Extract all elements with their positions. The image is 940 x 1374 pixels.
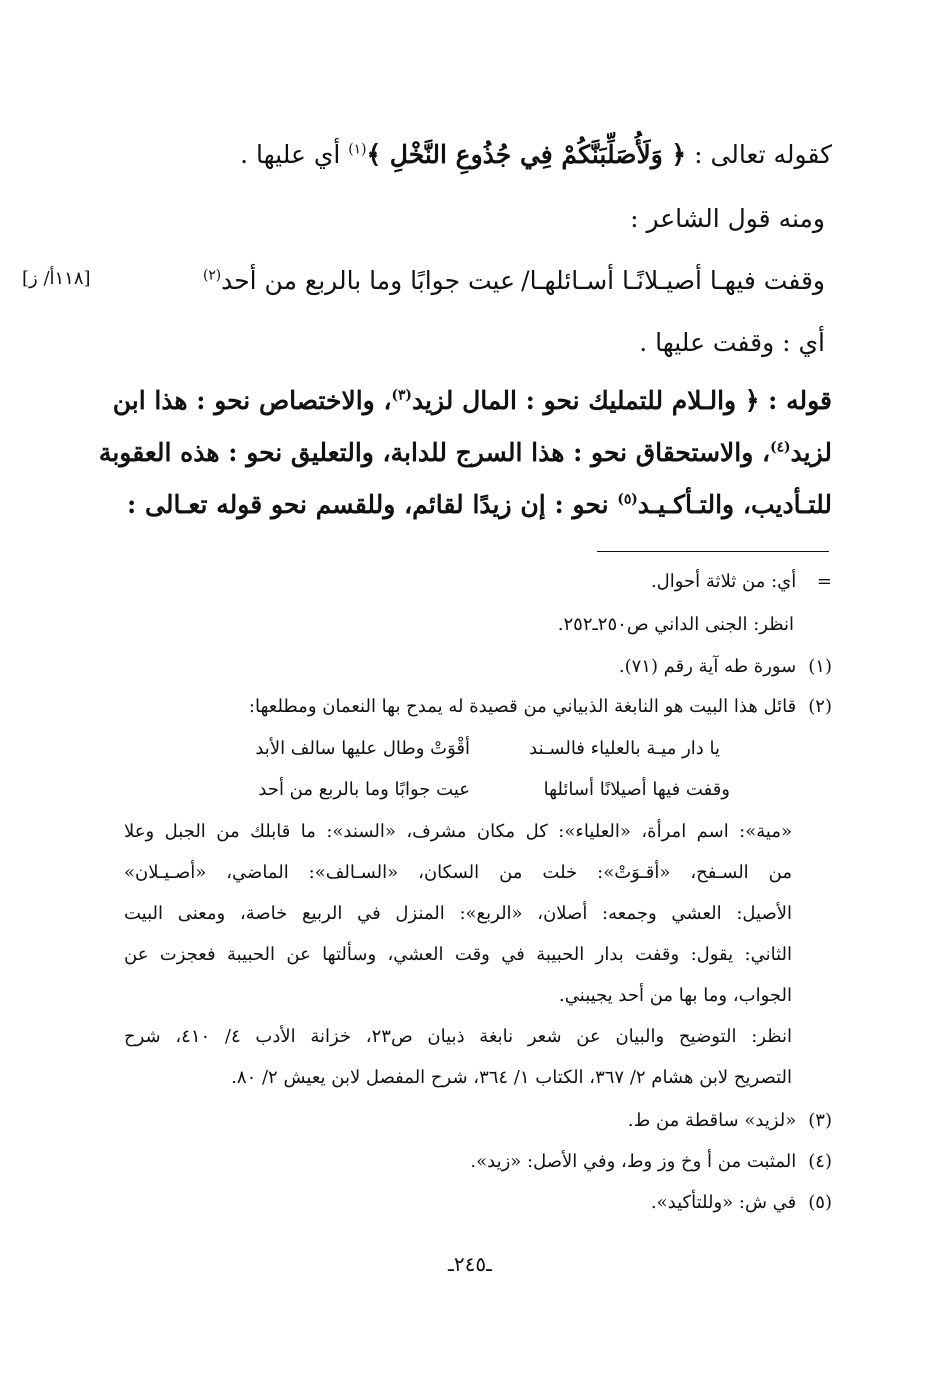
- footnote-1: (١) سورة طه آية رقم (٧١).: [618, 656, 832, 677]
- footnote-2-gloss-2: من السـفح، «أقـوَتْ»: خلت من السكان، «السـالف»: الماضي، «أصـيـلان»: [124, 862, 792, 883]
- main-line-1: [240, 140, 832, 169]
- verse-second-hemistich: عيت جوابًا وما بالربع من أحد$^{(٢)}$: [202, 266, 515, 295]
- footnote-2-gloss-1: «مية»: اسم امرأة، «العلياء»: كل مكان مشرف، «السند»: ما قابلك من الجبل وعلا: [124, 821, 792, 842]
- footnote-number: (٣): [808, 1110, 832, 1131]
- page-number: ـ٢٤٥ـ: [448, 1252, 492, 1276]
- footnote-number: (٤): [808, 1151, 832, 1172]
- footnote-continuation-source: انظر: الجنى الداني ص٢٥٠ـ٢٥٢.: [557, 614, 794, 635]
- footnote-ref-4: (٤): [770, 439, 791, 456]
- footnote-ref-1: (١): [348, 141, 367, 158]
- quran-verse: ﴿ وَلَأُصَلِّبَنَّكُمْ فِي جُذُوعِ النَّخْلِ ﴾: [366, 140, 687, 169]
- main-line-7: للتـأديب، والتـأكـيـد$^{(٥)}$ نحو : إن زيدًا لقائم، وللقسم نحو قوله تعـالى :: [127, 490, 832, 519]
- footnote-4: (٤) المثبت من أ وخ وز وط، وفي الأصل: «زيد».: [470, 1151, 832, 1172]
- poem-line-2-second: عيت جوابًا وما بالربع من أحد: [258, 779, 470, 800]
- poem-line-1-first: يا دار ميـة بالعلياء فالسـند: [529, 738, 720, 759]
- poem-line-1-second: أقْوَتْ وطال عليها سالف الأبد: [255, 738, 470, 759]
- footnote-ref-2: (٢): [202, 267, 222, 284]
- footnote-2-source-2: التصريح لابن هشام ٢/ ٣٦٧، الكتاب ١/ ٣٦٤، شرح المفصل لابن يعيش ٢/ ٨٠.: [231, 1067, 792, 1088]
- footnote-3: (٣) «لزيد» ساقطة من ط.: [627, 1110, 832, 1131]
- footnote-2: (٢) قائل هذا البيت هو النابغة الذبياني من قصيدة له يمدح بها النعمان ومطلعها:: [248, 696, 832, 717]
- footnote-2-gloss-5: الجواب، وما بها من أحد يجيبني.: [559, 985, 792, 1006]
- manuscript-marker: [١١٨أ/ ز]: [22, 268, 91, 289]
- footnote-ref-3: (٣): [391, 387, 412, 404]
- continuation-marker: =: [816, 571, 832, 592]
- main-line-2: ومنه قول الشاعر :: [630, 204, 825, 233]
- footnote-2-source-1: انظر: التوضيح والبيان عن شعر نابغة ذبيان ص٢٣، خزانة الأدب ٤/ ٤١٠، شرح: [124, 1026, 792, 1047]
- main-line-6: لزيد$^{(٤)}$، والاستحقاق نحو : هذا السرج للدابة، والتعليق نحو : هذه العقوبة: [98, 438, 832, 467]
- footnote-number: (٥): [808, 1192, 832, 1213]
- footnote-2-gloss-3: الأصيل: العشي وجمعه: أصلان، «الربع»: المنزل في الربيع خاصة، ومعنى البيت: [124, 903, 793, 924]
- footnote-ref-5: (٥): [617, 491, 638, 508]
- footnote-5: (٥) في ش: «وللتأكيد».: [650, 1192, 832, 1213]
- footnote-2-gloss-4: الثاني: يقول: وقفت بدار الحبيبة في وقت العشي، وسألتها عن الحبيبة فعجزت عن: [124, 944, 792, 965]
- quran-tail: أي عليها .: [240, 140, 349, 169]
- verse-first-hemistich: وقفت فيهـا أصيـلانًـا أسـائلهـا/: [521, 266, 825, 295]
- main-line-5: قوله : ﴿ والـلام للتمليك نحو : المال لزيد$^{(٣)}$، والاختصاص نحو : هذا ابن: [112, 386, 832, 415]
- footnote-separator: [597, 551, 829, 552]
- poem-line-2-first: وقفت فيها أصيلانًا أسائلها: [543, 779, 730, 800]
- footnote-number: (١): [808, 656, 832, 677]
- main-line-4: أي : وقفت عليها .: [639, 328, 825, 357]
- footnote-number: (٢): [808, 696, 832, 717]
- quran-intro: كقوله تعالى :: [686, 140, 832, 169]
- footnote-continuation: = أي: من ثلاثة أحوال.: [650, 571, 832, 592]
